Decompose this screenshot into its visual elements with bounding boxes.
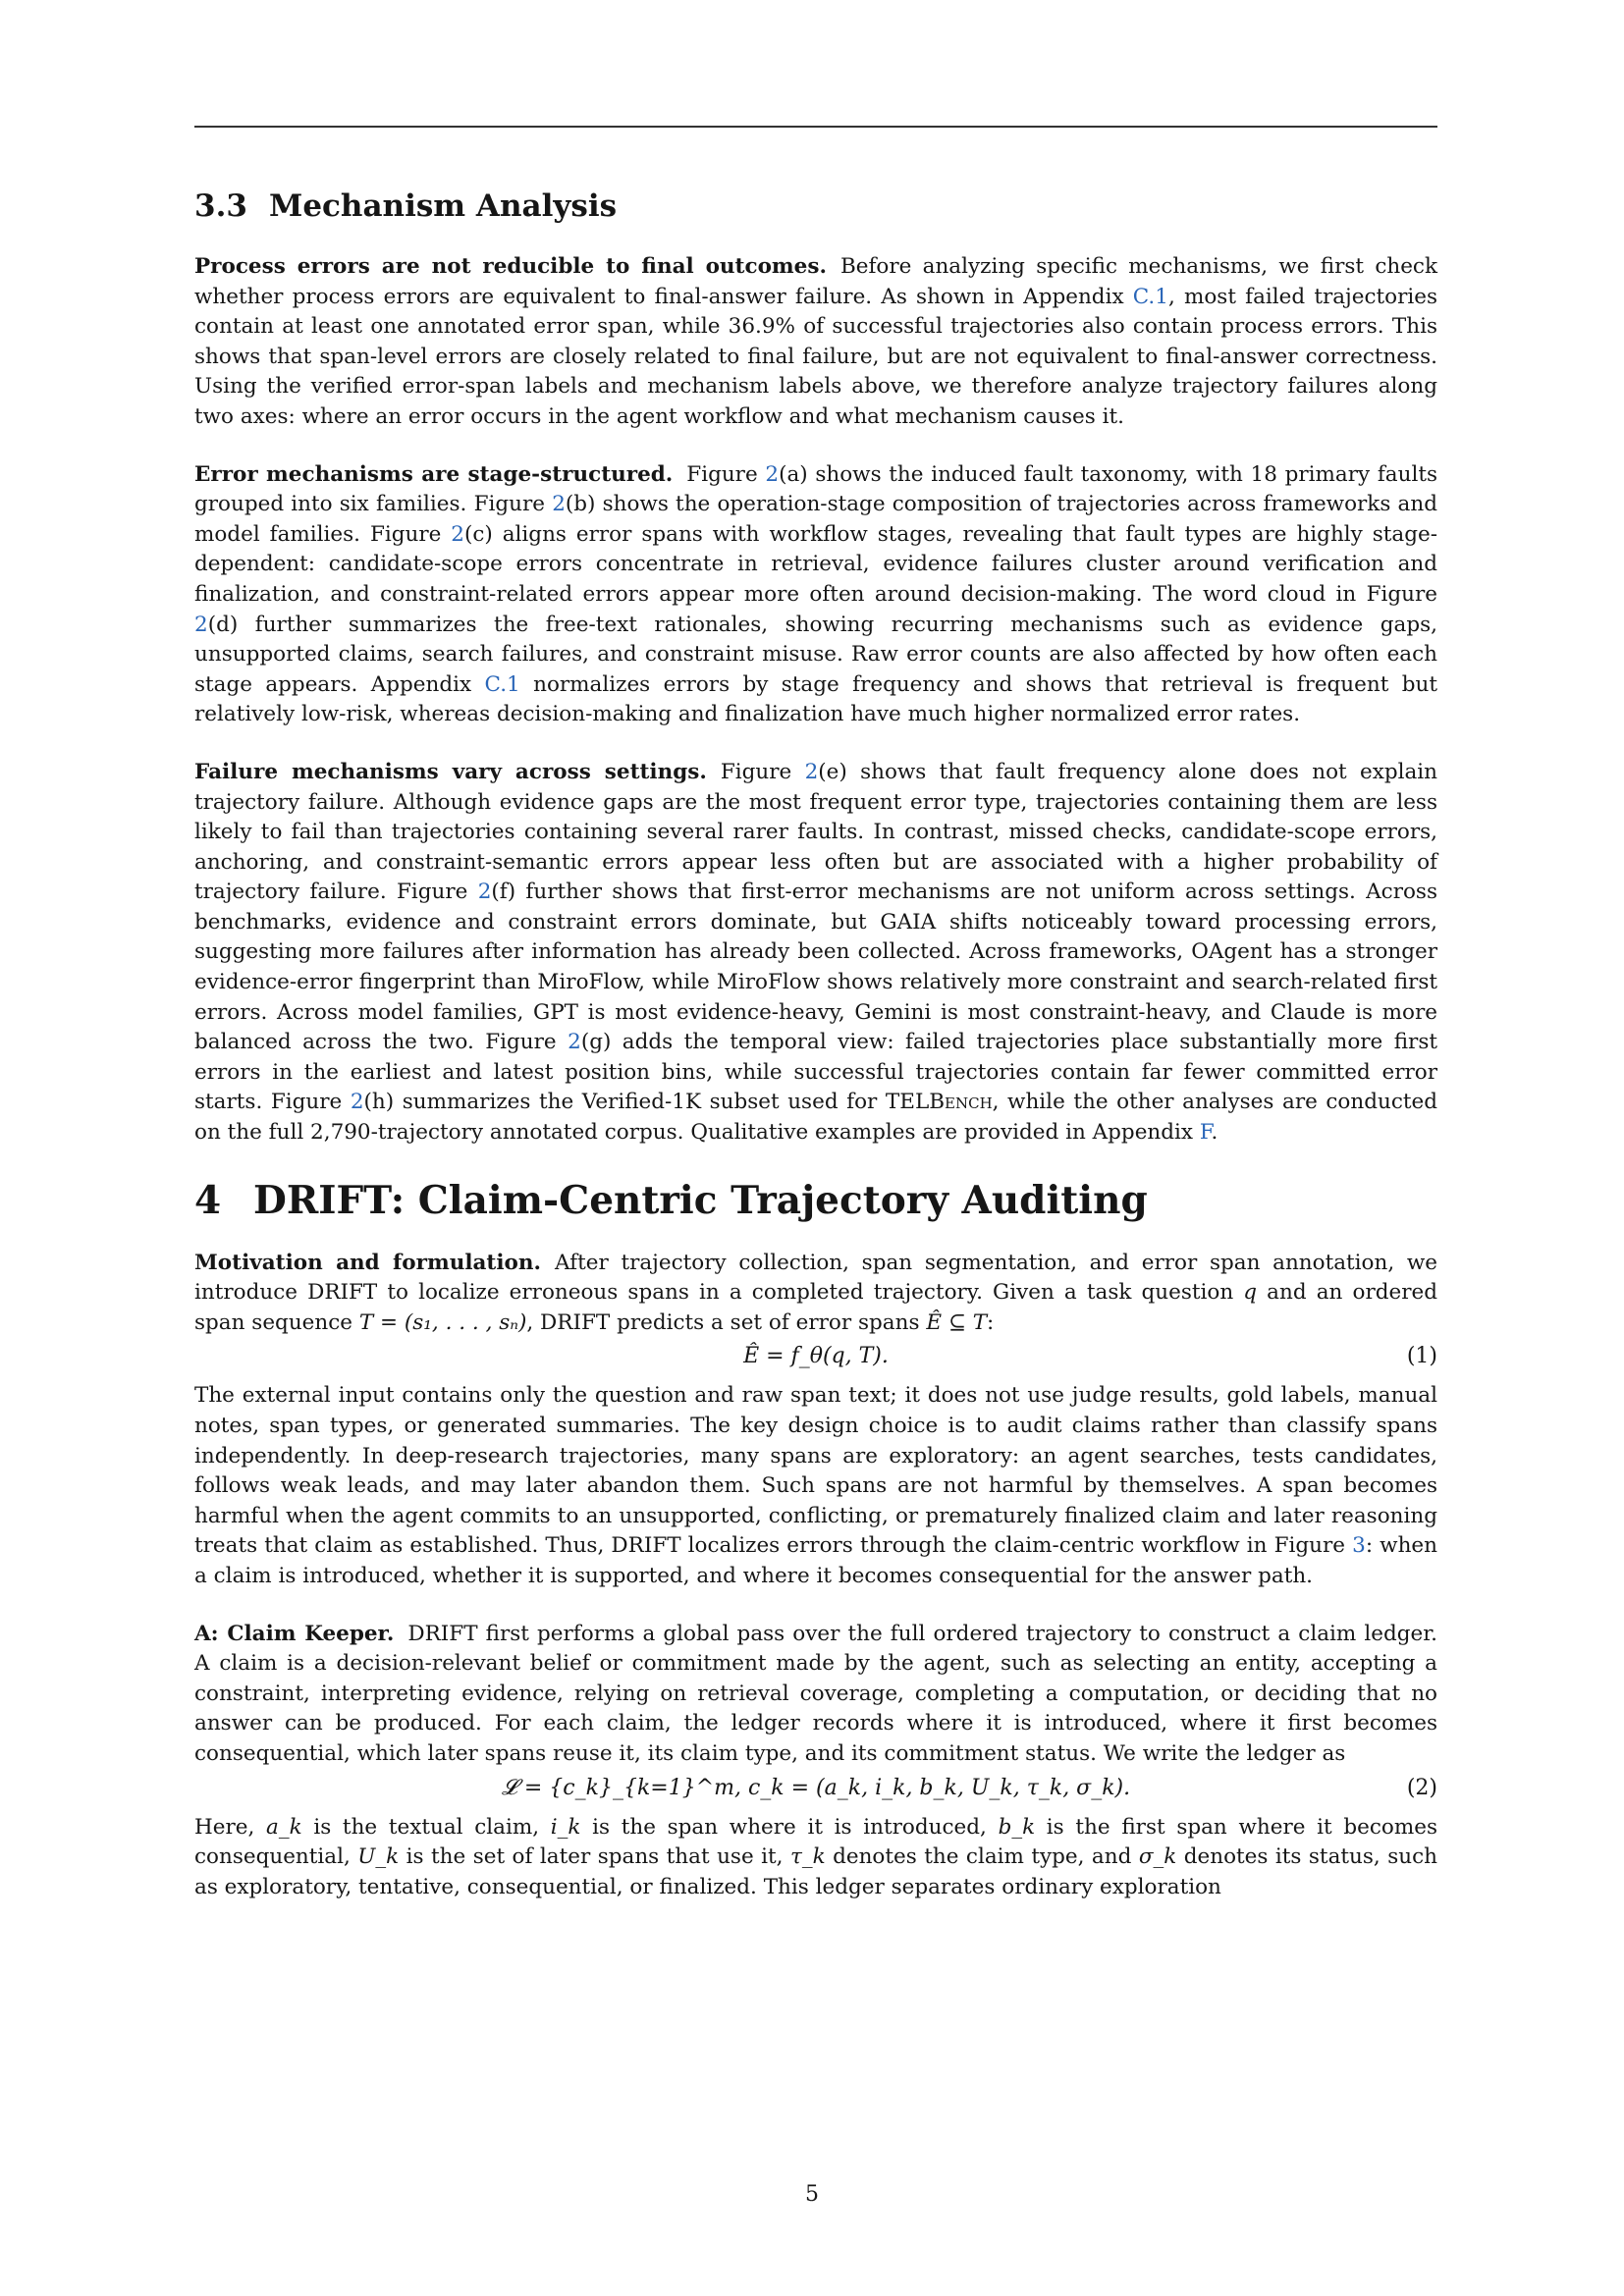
equation-number: (1) [1406,1344,1437,1369]
paragraph-text: The external input contains only the question and raw span text; it does not use judge results, gold labels, manual notes, span types, or generated summaries. The key design choice is to audit claims rather than classify spans independently. In deep-research trajectories, many spans are exploratory: an agent searches, tests candidates, follows weak leads, and may later abandon them. Such spans are not harmful by themselves. A span becomes harmful when the agent commits to an unsupported, conflicting, or prematurely finalized claim and later reasoning treats that claim as established. Thus, DRIFT localizes errors through the claim-centric workflow in Figure [194,1383,1437,1559]
paragraph-text: Figure [720,759,805,784]
figure-link[interactable]: 3 [1352,1533,1366,1559]
page-number: 5 [805,2182,819,2207]
run-in-heading: Process errors are not reducible to final outcomes. [194,254,827,279]
paragraph-text: : [987,1309,995,1335]
paragraph-text: (g) adds the temporal view: failed trajectories place substantially more first errors in the earliest and latest position bins, while successful trajectories contain far fewer committed error starts. Figure [194,1030,1438,1115]
figure-link[interactable]: 2 [765,461,780,487]
equation-body: Ê = f_θ(q, T). [743,1344,889,1369]
paragraph-text: normalizes errors by stage frequency and shows that retrieval is frequent but relatively low-risk, whereas decision-making and finalization have much higher normalized error rates. [194,671,1437,727]
figure-link[interactable]: 2 [350,1090,364,1115]
section-heading-3-3 [194,187,1437,226]
math-inline: a_k [266,1814,302,1840]
paragraph-text: Figure [686,461,766,487]
paragraph-text: , most failed trajectories contain at least one annotated error span, while 36.9% of successful trajectories also contain process errors. This shows that span-level errors are closely related to final failure, but are not equivalent to final-answer correctness. Using the verified error-span labels and mechanism labels above, we therefore analyze trajectory failures along two axes: where an error occurs in the agent workflow and what mechanism causes it. [194,284,1437,429]
figure-link[interactable]: 2 [568,1030,581,1055]
paragraph-text: . [1211,1120,1218,1146]
appendix-link[interactable]: C.1 [1132,284,1168,309]
math-inline: T = (s₁, . . . , sₙ) [358,1309,527,1335]
paragraph-external-input [194,1381,1437,1591]
math-inline: U_k [357,1844,400,1870]
equation-2 [194,1774,1437,1807]
paragraph-text: (a) shows the induced fault taxonomy, with 18 primary faults grouped into six families. Figure [194,461,1437,517]
paragraph-ledger-definition [194,1813,1437,1903]
appendix-link[interactable]: C.1 [484,671,520,697]
paragraph-text: is the first span where it becomes consequential, [194,1814,1437,1870]
figure-link[interactable]: 2 [552,492,566,517]
paragraph-text: (f) further shows that first-error mechanisms are not uniform across settings. Across benchmarks, evidence and constraint errors dominate, but GAIA shifts noticeably toward processing errors, suggesting more failures after information has already been collected. Across frameworks, OAgent has a stronger evidence-error fingerprint than MiroFlow, while MiroFlow shows relatively more constraint and search-related first errors. Across model families, GPT is most evidence-heavy, Gemini is most constraint-heavy, and Claude is more balanced across the two. Figure [194,880,1437,1055]
figure-link[interactable]: 2 [451,521,464,547]
paragraph-text: denotes the claim type, and [825,1844,1139,1870]
math-inline: Ê ⊆ T [926,1309,988,1335]
paragraph-text: (c) aligns error spans with workflow stages, revealing that fault types are highly stage-dependent: candidate-scope errors concentrate in retrieval, evidence failures cluster around verification and finalization, and constraint-related errors appear more often around decision-making. The word cloud in Figure [194,521,1437,607]
math-inline: σ_k [1138,1844,1177,1870]
paragraph-text: is the textual claim, [301,1814,551,1840]
appendix-link[interactable]: F [1199,1120,1212,1146]
paragraph-text: (e) shows that fault frequency alone does not explain trajectory failure. Although evidence gaps are the most frequent error type, trajectories containing them are less likely to fail than trajectories containing several rarer faults. In contrast, missed checks, candidate-scope errors, anchoring, and constraint-semantic errors appear less often but are associated with a higher probability of trajectory failure. Figure [194,759,1437,905]
figure-link[interactable]: 2 [804,759,819,784]
run-in-heading: Failure mechanisms vary across settings. [194,759,707,784]
paragraph-text: (d) further summarizes the free-text rationales, showing recurring mechanisms such as evidence gaps, unsupported claims, search failures, and constraint misuse. Raw error counts are also affected by how often each stage appears. Appendix [194,612,1437,697]
equation-1 [194,1342,1437,1375]
page-body [194,187,1437,1902]
section-title: Mechanism Analysis [269,188,618,224]
math-inline: τ_k [789,1844,826,1870]
paragraph-motivation [194,1249,1437,1339]
run-in-heading: A: Claim Keeper. [194,1621,395,1646]
figure-link[interactable]: 2 [477,880,492,905]
paragraph-process-errors [194,252,1437,433]
paragraph-text: denotes its status, such as exploratory, tentative, consequential, or finalized. This ledger separates ordinary exploration [194,1844,1437,1899]
paragraph-text: DRIFT first performs a global pass over the full ordered trajectory to construct a claim ledger. A claim is a decision-relevant belief or commitment made by the agent, such as selecting an entity, accepting a constraint, interpreting evidence, relying on retrieval coverage, completing a computation, or deciding that no answer can be produced. For each claim, the ledger records where it is introduced, where it first becomes consequential, which later spans reuse it, its claim type, and its commitment status. We write the ledger as [194,1621,1438,1766]
paragraph-text: , DRIFT predicts a set of error spans [526,1309,927,1335]
paragraph-text: Here, [194,1814,267,1840]
paragraph-text: (b) shows the operation-stage composition of trajectories across frameworks and model families. Figure [194,492,1437,547]
paragraph-failure-mechanisms [194,758,1437,1148]
benchmark-name: TELBench [885,1090,993,1115]
figure-link[interactable]: 2 [194,612,208,637]
paragraph-text: (h) summarizes the Verified-1K subset used for [363,1090,886,1115]
run-in-heading: Error mechanisms are stage-structured. [194,461,674,487]
paragraph-text: After trajectory collection, span segmentation, and error span annotation, we introduce DRIFT to localize erroneous spans in a completed trajectory. Given a task question [194,1250,1438,1306]
paragraph-text: Before analyzing specific mechanisms, we first check whether process errors are equivalent to final-answer failure. As shown in Appendix [194,254,1437,309]
math-inline: q [1243,1280,1258,1306]
paragraph-stage-structured [194,460,1437,730]
math-inline: b_k [998,1814,1036,1840]
header-rule [194,126,1437,128]
equation-number: (2) [1406,1775,1437,1800]
paragraph-text: is the set of later spans that use it, [399,1844,790,1870]
section-title: DRIFT: Claim-Centric Trajectory Auditing [253,1177,1148,1223]
paragraph-claim-keeper [194,1620,1437,1770]
equation-body: 𝓛 = {c_k}_{k=1}^m, c_k = (a_k, i_k, b_k, U_k, τ_k, σ_k). [501,1775,1131,1800]
paragraph-text: and an ordered span sequence [194,1280,1437,1335]
section-number: 3.3 [194,188,247,224]
run-in-heading: Motivation and formulation. [194,1250,541,1275]
section-number: 4 [194,1177,222,1223]
paragraph-text: is the span where it is introduced, [580,1814,999,1840]
math-inline: i_k [550,1814,581,1840]
section-heading-4 [194,1176,1437,1225]
paragraph-text: , while the other analyses are conducted on the full 2,790-trajectory annotated corpus. Qualitative examples are provided in Appendix [194,1090,1438,1146]
paragraph-text: : when a claim is introduced, whether it is supported, and where it becomes consequential for the answer path. [194,1533,1437,1588]
